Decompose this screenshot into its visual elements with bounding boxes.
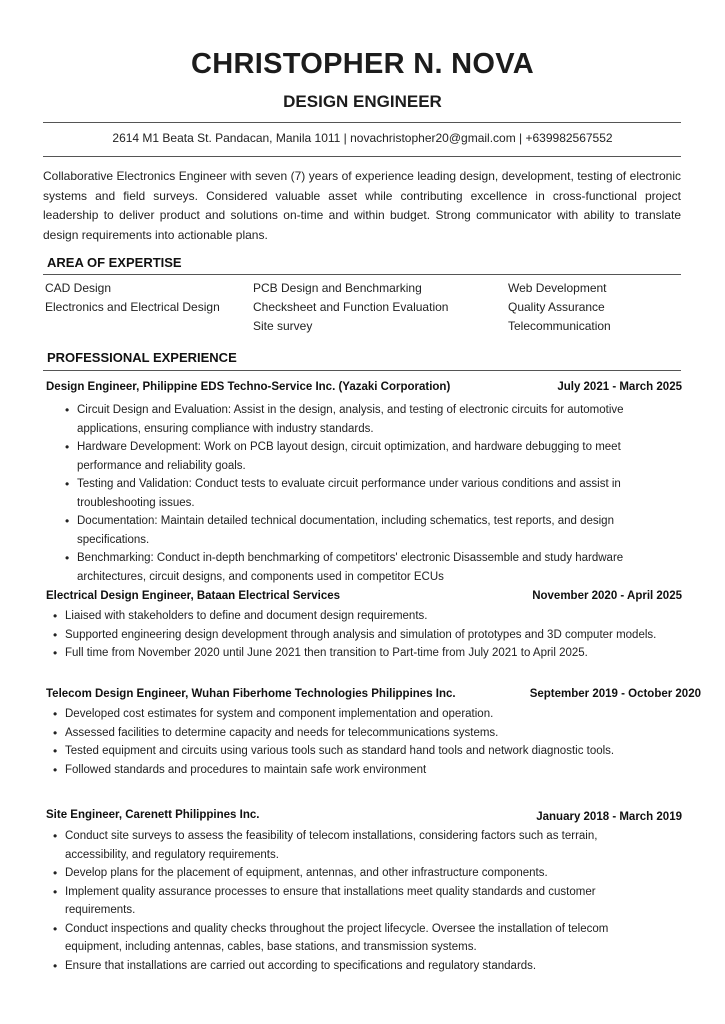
job-title: Telecom Design Engineer, Wuhan Fiberhome Technologies Philippines Inc. <box>46 688 456 700</box>
expertise-column-1 <box>45 279 220 317</box>
job-bullets <box>51 607 689 663</box>
expertise-item: Site survey <box>253 319 313 333</box>
list-item: • Testing and Validation: Conduct tests to evaluate circuit performance under various conditions and assist in troubleshooting issues. <box>63 475 663 512</box>
list-item: • Developed cost estimates for system and component implementation and operation. <box>51 705 681 724</box>
job-bullets <box>51 827 661 975</box>
expertise-divider <box>43 274 681 275</box>
expertise-item: Electronics and Electrical Design <box>45 300 220 314</box>
job-dates: July 2021 - March 2025 <box>557 381 682 393</box>
expertise-column-3 <box>508 279 611 336</box>
job-bullets <box>63 401 663 586</box>
list-item: • Documentation: Maintain detailed technical documentation, including schematics, test reports, and design specifications. <box>63 512 663 549</box>
job-bullets <box>51 705 681 779</box>
expertise-column-2 <box>253 279 448 336</box>
list-item: • Full time from November 2020 until June 2021 then transition to Part-time from July 2021 to April 2025. <box>51 644 689 663</box>
list-item: • Implement quality assurance processes to ensure that installations meet quality standards and customer requirements. <box>51 883 661 920</box>
list-item: • Liaised with stakeholders to define and document design requirements. <box>51 607 689 626</box>
professional-summary: Collaborative Electronics Engineer with seven (7) years of experience leading design, development, testing of electronic systems and field surveys. Considered valuable asset while contributing excellence in cross-functional project leadership to deliver product and solutions on-time and within budget. Strong communicator with ability to translate design requirements into actionable plans. <box>43 169 681 242</box>
job-title: Electrical Design Engineer, Bataan Electrical Services <box>46 590 341 602</box>
list-item: • Conduct inspections and quality checks throughout the project lifecycle. Oversee the installation of telecom equipment, including antennas, cables, base stations, and transmission systems. <box>51 920 661 957</box>
expertise-item: Web Development <box>508 281 607 295</box>
job-title: Design Engineer, Philippine EDS Techno-Service Inc. (Yazaki Corporation) <box>46 381 451 393</box>
job-dates: January 2018 - March 2019 <box>536 811 682 823</box>
list-item: • Tested equipment and circuits using various tools such as standard hand tools and network diagnostic tools. <box>51 742 681 761</box>
list-item: • Followed standards and procedures to maintain safe work environment <box>51 761 681 780</box>
expertise-item: Telecommunication <box>508 319 611 333</box>
expertise-item: CAD Design <box>45 281 112 295</box>
list-item: • Supported engineering design development through analysis and simulation of prototypes and 3D computer models. <box>51 626 689 645</box>
contact-line: 2614 M1 Beata St. Pandacan, Manila 1011 | novachristopher20@gmail.com | +639982567552 <box>112 131 613 145</box>
job-dates: September 2019 - October 2020 <box>529 688 701 700</box>
list-item: • Develop plans for the placement of equipment, antennas, and other infrastructure components. <box>51 864 661 883</box>
expertise-item: PCB Design and Benchmarking <box>253 281 422 295</box>
candidate-role: DESIGN ENGINEER <box>283 92 442 111</box>
job-dates: November 2020 - April 2025 <box>532 590 682 602</box>
list-item: • Circuit Design and Evaluation: Assist in the design, analysis, and testing of electronic circuits for automotive applications, ensuring compliance with industry standards. <box>63 401 663 438</box>
list-item: • Assessed facilities to determine capacity and needs for telecommunications systems. <box>51 724 681 743</box>
list-item: • Ensure that installations are carried out according to specifications and regulatory standards. <box>51 957 661 976</box>
candidate-name: CHRISTOPHER N. NOVA <box>191 48 534 80</box>
list-item: • Hardware Development: Work on PCB layout design, circuit optimization, and hardware debugging to meet performance and reliability goals. <box>63 438 663 475</box>
section-title-expertise: AREA OF EXPERTISE <box>47 255 182 270</box>
list-item: • Conduct site surveys to assess the feasibility of telecom installations, considering factors such as terrain, accessibility, and regulatory requirements. <box>51 827 661 864</box>
experience-divider <box>43 370 681 371</box>
expertise-item: Checksheet and Function Evaluation <box>253 300 449 314</box>
expertise-item: Quality Assurance <box>508 300 605 314</box>
list-item: • Benchmarking: Conduct in-depth benchmarking of competitors' electronic Disassemble and study hardware architectures, circuit designs, and components used in competitor ECUs <box>63 549 663 586</box>
job-title: Site Engineer, Carenett Philippines Inc. <box>46 809 260 821</box>
section-title-experience: PROFESSIONAL EXPERIENCE <box>47 350 237 365</box>
header-bottom-divider <box>43 156 681 157</box>
header-top-divider <box>43 122 681 123</box>
